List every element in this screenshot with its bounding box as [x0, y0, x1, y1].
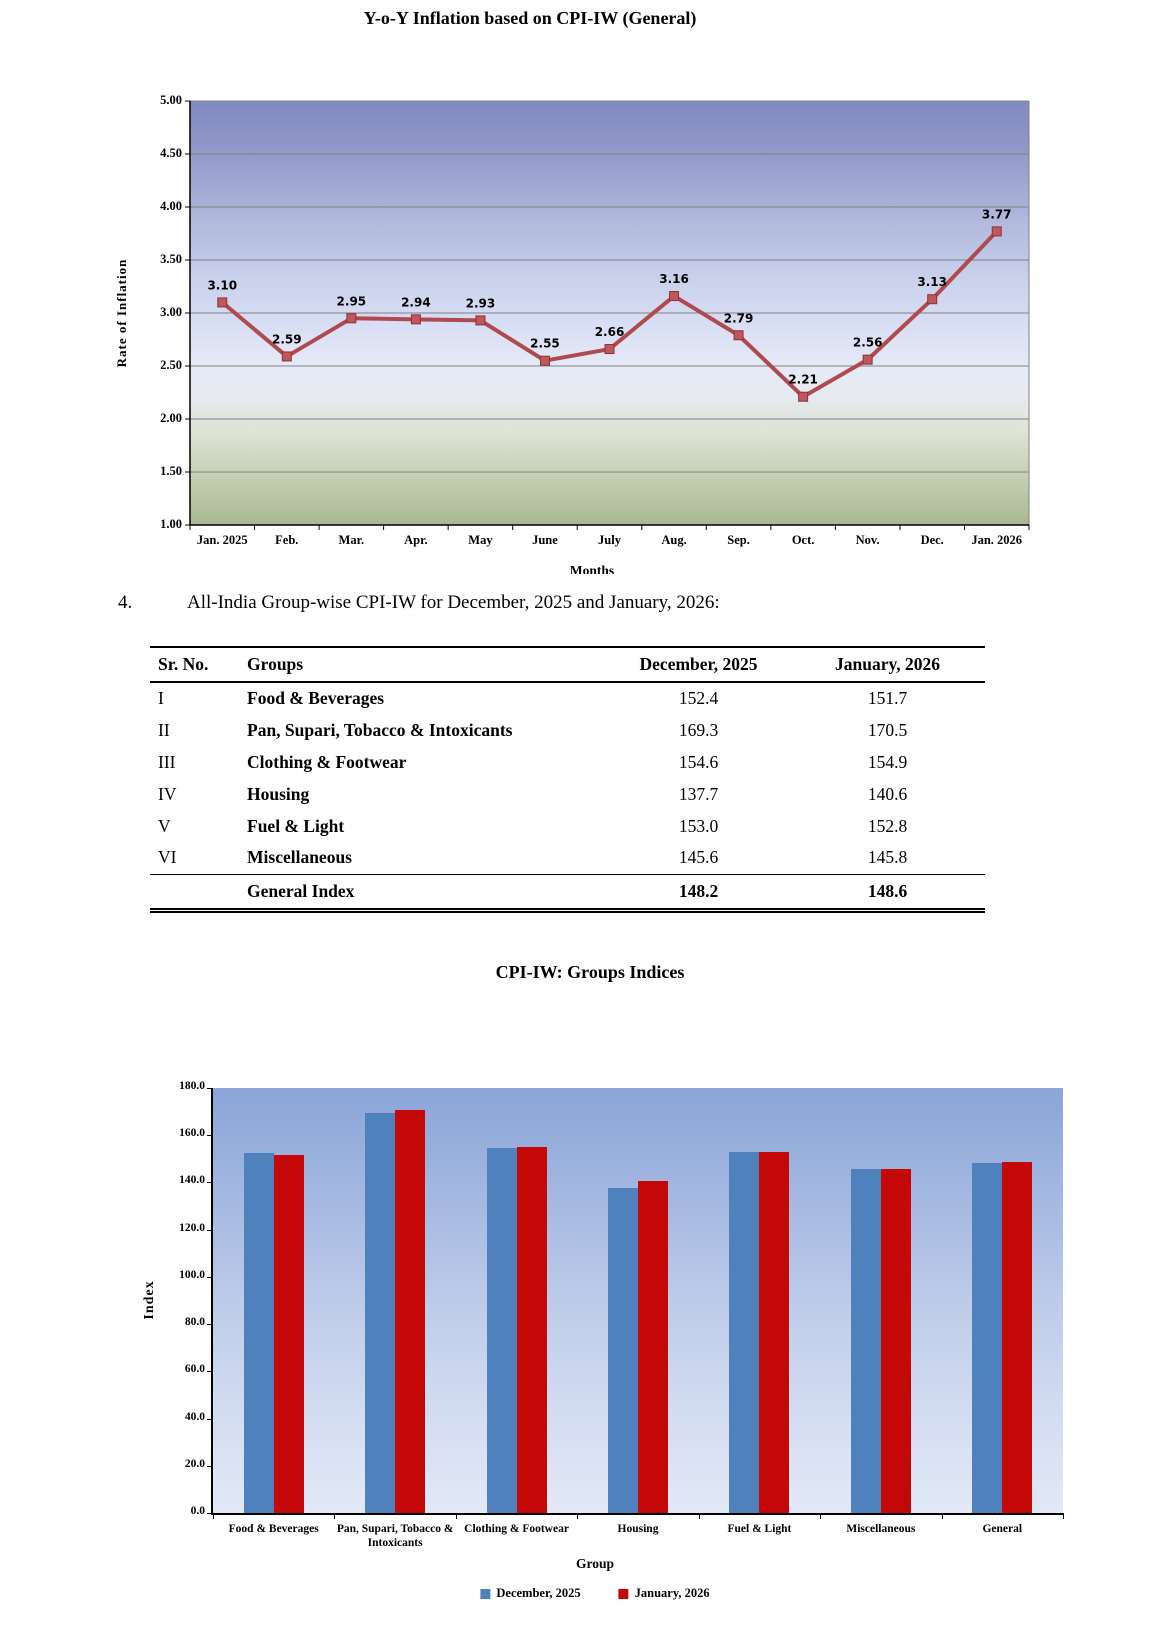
bar-chart-y-axis-label: Index: [142, 1280, 157, 1320]
table-cell: Pan, Supari, Tobacco & Intoxicants: [247, 719, 513, 740]
bar-december: [729, 1152, 759, 1513]
table-footer-cell: General Index: [247, 880, 355, 901]
line-chart-title: Y-o-Y Inflation based on CPI-IW (General): [363, 8, 697, 28]
table-cell: 170.5: [867, 719, 908, 740]
table-cell: 169.3: [678, 719, 719, 740]
inflation-line-series: [190, 101, 1029, 525]
bar-y-tick-label: 180.0: [179, 1080, 205, 1092]
bar-y-tick-mark: [207, 1230, 212, 1231]
data-point-marker: [605, 345, 614, 354]
table-cell: 152.4: [678, 688, 719, 708]
bar-y-tick-label: 120.0: [179, 1221, 205, 1234]
bar-y-tick-label: 40.0: [184, 1410, 205, 1423]
category-label: General: [982, 1523, 1023, 1535]
cpi-group-table: [150, 646, 985, 913]
data-point-marker: [347, 314, 356, 323]
bar-chart-legend: [480, 1586, 709, 1601]
y-tick-label: 5.00: [160, 93, 182, 107]
category-label: Miscellaneous: [846, 1523, 916, 1535]
table-row: [150, 682, 985, 714]
x-tick-label: Oct.: [791, 533, 815, 547]
bar-x-tick-mark: [456, 1513, 457, 1519]
data-point-label: 2.56: [852, 335, 883, 350]
bar-y-tick-mark: [207, 1182, 212, 1183]
data-point-label: 3.10: [207, 278, 238, 293]
bar-december: [851, 1169, 881, 1513]
x-tick-label: Dec.: [920, 533, 944, 547]
data-point-label: 3.13: [917, 275, 947, 290]
data-point-label: 3.16: [659, 272, 689, 287]
bar-x-tick-mark: [1063, 1513, 1064, 1519]
table-row: [150, 778, 985, 810]
legend-label: December, 2025: [496, 1586, 581, 1600]
bar-y-tick-mark: [207, 1088, 212, 1089]
table-cell: V: [158, 815, 171, 836]
bar-chart-title: CPI-IW: Groups Indices: [495, 962, 685, 982]
table-cell: Clothing & Footwear: [247, 751, 407, 772]
x-tick-label: Jan. 2026: [971, 533, 1023, 547]
data-point-marker: [928, 295, 937, 304]
data-point-label: 2.79: [723, 311, 754, 326]
category-label: Pan, Supari, Tobacco & Intoxicants: [336, 1523, 454, 1550]
legend-item: [480, 1586, 580, 1601]
bar-x-tick-mark: [820, 1513, 821, 1519]
bar-y-tick-label: 60.0: [184, 1363, 205, 1376]
bar-y-tick-mark: [207, 1513, 212, 1514]
table-header-cell: Sr. No.: [158, 654, 209, 674]
table-cell: Food & Beverages: [247, 688, 385, 708]
table-cell: 137.7: [678, 783, 719, 804]
bar-y-tick-label: 100.0: [179, 1268, 205, 1281]
table-footer: [150, 874, 985, 910]
bar-chart-y-axis-line: [211, 1088, 213, 1515]
table-footer-cell: 148.2: [678, 880, 719, 901]
bar-y-tick-label: 140.0: [179, 1174, 205, 1187]
table-cell: VI: [158, 847, 177, 868]
bar-january: [881, 1169, 911, 1513]
legend-item: [619, 1586, 710, 1601]
bar-december: [487, 1148, 517, 1513]
legend-swatch-december: [480, 1589, 490, 1599]
line-chart-x-axis-title: Months: [569, 563, 615, 574]
data-point-marker: [476, 316, 485, 325]
bar-december: [608, 1188, 638, 1513]
table-body: [150, 682, 985, 874]
x-tick-label: Nov.: [855, 533, 880, 547]
x-tick-label: July: [598, 533, 621, 547]
y-tick-label: 4.00: [160, 199, 182, 213]
bar-december: [365, 1113, 395, 1513]
bar-january: [759, 1152, 789, 1513]
bar-chart-x-axis-line: [211, 1513, 1063, 1515]
section-number: 4.: [118, 592, 133, 613]
data-point-label: 3.77: [981, 207, 1012, 222]
table-header-cell: December, 2025: [639, 654, 758, 674]
bar-x-tick-mark: [699, 1513, 700, 1519]
table-cell: 152.8: [867, 815, 908, 836]
table-cell: Housing: [247, 783, 310, 804]
line-chart-y-axis-label: Rate of Inflation: [114, 258, 129, 368]
category-label: Clothing & Footwear: [464, 1523, 569, 1535]
data-point-label: 2.55: [530, 336, 560, 351]
table-row: [150, 842, 985, 874]
bar-x-tick-mark: [942, 1513, 943, 1519]
data-point-marker: [670, 292, 679, 301]
table-cell: 153.0: [678, 815, 719, 836]
section-heading: All-India Group-wise CPI-IW for December, 2025 and January, 2026:: [187, 592, 720, 613]
data-point-label: 2.94: [401, 295, 431, 310]
data-point-marker: [218, 298, 227, 307]
category-label: Fuel & Light: [727, 1523, 792, 1535]
y-tick-label: 2.50: [160, 358, 182, 372]
bar-x-tick-mark: [334, 1513, 335, 1519]
y-tick-label: 3.50: [160, 252, 182, 266]
bar-chart-plot-area: [213, 1088, 1063, 1513]
bar-y-tick-mark: [207, 1466, 212, 1467]
table-cell: II: [158, 719, 170, 740]
bar-y-tick-mark: [207, 1135, 212, 1136]
bar-y-tick-mark: [207, 1324, 212, 1325]
x-tick-label: May: [468, 533, 493, 547]
data-point-marker: [734, 331, 743, 340]
table-cell: 154.9: [867, 751, 908, 772]
data-point-marker: [799, 392, 808, 401]
table-cell: Miscellaneous: [247, 847, 352, 868]
table-cell: 145.6: [678, 847, 719, 868]
table-row: [150, 810, 985, 842]
data-point-label: 2.66: [594, 325, 625, 340]
bar-december: [972, 1163, 1002, 1513]
y-tick-label: 1.00: [160, 517, 182, 531]
bar-chart-x-axis-title: Group: [575, 1556, 615, 1571]
table-cell: 154.6: [678, 751, 719, 772]
bar-january: [274, 1155, 304, 1513]
bar-y-tick-mark: [207, 1371, 212, 1372]
category-label: Housing: [617, 1523, 659, 1535]
table-cell: 151.7: [867, 688, 908, 708]
category-label: Food & Beverages: [228, 1523, 319, 1535]
data-point-marker: [282, 352, 291, 361]
data-point-marker: [992, 227, 1001, 236]
inflation-line: [222, 231, 996, 396]
x-tick-label: Mar.: [338, 533, 365, 547]
table-cell: Fuel & Light: [247, 815, 345, 836]
table-header-cell: Groups: [247, 654, 304, 674]
x-tick-label: Apr.: [404, 533, 428, 547]
data-point-label: 2.59: [272, 332, 302, 347]
x-tick-label: June: [532, 533, 558, 547]
table-cell: IV: [158, 783, 177, 804]
table-header: [150, 647, 985, 682]
table-footer-cell: 148.6: [867, 880, 908, 901]
bar-y-tick-mark: [207, 1419, 212, 1420]
x-tick-label: Sep.: [727, 533, 750, 547]
x-tick-label: Aug.: [661, 533, 687, 547]
y-tick-label: 3.00: [160, 305, 182, 319]
table-row: [150, 746, 985, 778]
data-point-label: 2.95: [336, 294, 367, 309]
bar-y-tick-mark: [207, 1277, 212, 1278]
legend-label: January, 2026: [634, 1586, 710, 1600]
y-tick-label: 1.50: [160, 464, 182, 478]
bar-y-tick-label: 80.0: [184, 1316, 205, 1329]
data-point-marker: [411, 315, 420, 324]
bar-x-tick-mark: [213, 1513, 214, 1519]
bar-december: [244, 1153, 274, 1513]
bar-y-tick-label: 0.0: [190, 1505, 205, 1517]
table-cell: 145.8: [867, 847, 908, 868]
bar-january: [1002, 1162, 1032, 1513]
table-header-cell: January, 2026: [834, 654, 941, 674]
x-tick-label: Feb.: [275, 533, 299, 547]
table-footer-cell: [150, 874, 245, 910]
x-tick-label: Jan. 2025: [196, 533, 248, 547]
bar-january: [517, 1147, 547, 1513]
data-point-label: 2.21: [788, 372, 818, 387]
table-cell: III: [158, 751, 176, 772]
y-tick-label: 2.00: [160, 411, 182, 425]
data-point-label: 2.93: [465, 296, 496, 311]
bar-y-tick-label: 20.0: [184, 1457, 205, 1470]
table-cell: I: [158, 688, 164, 708]
bar-x-tick-mark: [577, 1513, 578, 1519]
data-point-marker: [863, 355, 872, 364]
line-chart-plot-area: [190, 101, 1029, 525]
table-cell: 140.6: [867, 783, 908, 804]
table-row: [150, 714, 985, 746]
bar-january: [638, 1181, 668, 1513]
data-point-marker: [540, 356, 549, 365]
bar-january: [395, 1110, 425, 1513]
y-tick-label: 4.50: [160, 146, 182, 160]
legend-swatch-january: [619, 1589, 629, 1599]
bar-y-tick-label: 160.0: [179, 1127, 205, 1140]
